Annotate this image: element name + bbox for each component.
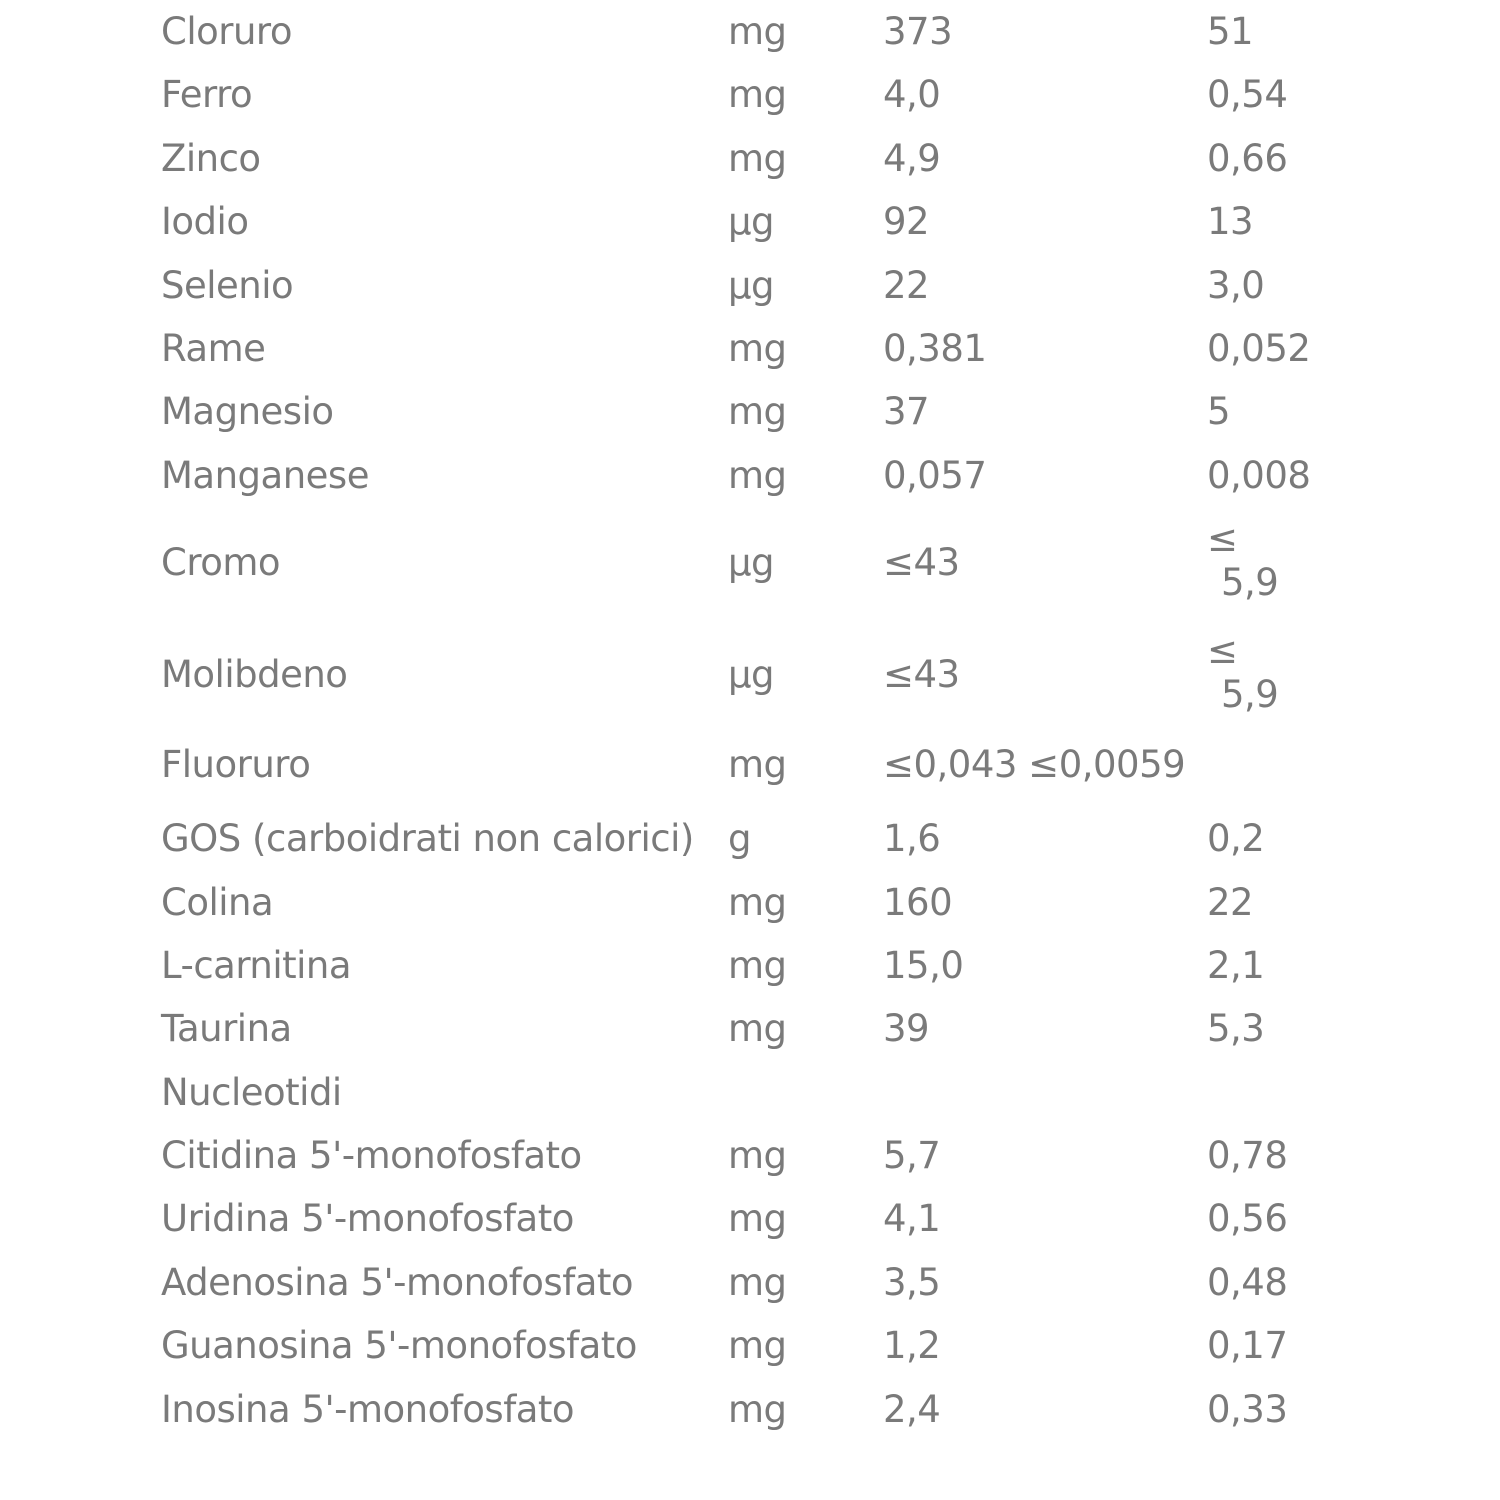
nutrient-value-a: ≤0,043 ≤0,0059 — [883, 743, 1186, 787]
nutrient-value-b: 51 — [1207, 10, 1254, 53]
table-row — [150, 254, 1350, 317]
nutrient-value-a: 1,6 — [883, 817, 941, 861]
nutrient-unit: µg — [728, 200, 775, 244]
nutrient-name: Colina — [161, 880, 274, 924]
table-row — [150, 871, 1350, 934]
nutrient-value-a: 373 — [883, 10, 953, 53]
nutrient-value-b: 0,54 — [1207, 73, 1288, 117]
nutrient-value-a: 37 — [883, 390, 930, 434]
nutrient-value-a: 39 — [883, 1007, 930, 1051]
nutrient-value-b: 0,78 — [1207, 1134, 1288, 1178]
table-row — [150, 190, 1350, 253]
nutrient-unit: mg — [728, 390, 787, 434]
nutrient-value-b: 0,48 — [1207, 1260, 1288, 1304]
table-row — [150, 997, 1350, 1060]
nutrient-name: Ferro — [161, 73, 253, 117]
nutrient-value-b: 0,008 — [1207, 453, 1311, 497]
table-row — [150, 807, 1350, 870]
nutrient-value-b: 5 — [1207, 390, 1231, 434]
nutrient-value-a: 1,2 — [883, 1324, 941, 1368]
nutrient-unit: g — [728, 817, 751, 861]
nutrient-name: Citidina 5'-monofosfato — [161, 1134, 582, 1178]
nutrient-unit: µg — [728, 541, 775, 585]
nutrient-name: GOS (carboidrati non calorici) — [161, 817, 694, 861]
table-row — [150, 1378, 1350, 1441]
nutrient-name: Magnesio — [161, 390, 334, 434]
table-row — [150, 934, 1350, 997]
nutrient-value-a: 0,057 — [883, 453, 987, 497]
nutrient-unit: µg — [728, 653, 775, 697]
nutrient-name: Fluoruro — [161, 743, 311, 787]
nutrient-name: L-carnitina — [161, 943, 352, 987]
nutrient-value-a: 92 — [883, 200, 930, 244]
nutrient-name: Inosina 5'-monofosfato — [161, 1387, 575, 1431]
nutrient-name: Rame — [161, 326, 266, 370]
value-b-symbol: ≤ — [1207, 517, 1238, 561]
nutrient-value-a: 22 — [883, 263, 930, 307]
nutrient-value-a: 0,381 — [883, 326, 987, 370]
table-row — [150, 317, 1350, 380]
nutrient-value-a: 5,7 — [883, 1134, 941, 1178]
value-b-symbol: ≤ — [1207, 629, 1238, 673]
nutrient-value-a: 4,0 — [883, 73, 941, 117]
table-row — [150, 0, 1350, 63]
table-row — [150, 731, 1350, 807]
nutrition-table — [150, 0, 1350, 1441]
nutrient-name: Iodio — [161, 200, 249, 244]
nutrient-value-b: 0,33 — [1207, 1387, 1288, 1431]
table-row — [150, 63, 1350, 126]
nutrient-unit: mg — [728, 943, 787, 987]
nutrient-unit: mg — [728, 1324, 787, 1368]
nutrient-name: Uridina 5'-monofosfato — [161, 1197, 574, 1241]
table-row — [150, 619, 1350, 731]
nutrient-value-a: 15,0 — [883, 943, 964, 987]
nutrient-unit: mg — [728, 136, 787, 180]
table-row — [150, 507, 1350, 619]
nutrient-unit: mg — [728, 1260, 787, 1304]
nutrient-value-b — [1207, 629, 1278, 717]
nutrient-unit: mg — [728, 1007, 787, 1051]
nutrient-unit: mg — [728, 10, 787, 53]
nutrient-name: Taurina — [161, 1007, 292, 1051]
table-row — [150, 1314, 1350, 1377]
nutrient-value-b: 0,17 — [1207, 1324, 1288, 1368]
nutrient-unit: mg — [728, 880, 787, 924]
value-b-number: 5,9 — [1221, 561, 1279, 605]
table-row — [150, 380, 1350, 443]
nutrient-value-b: 0,2 — [1207, 817, 1265, 861]
nutrient-value-b: 0,66 — [1207, 136, 1288, 180]
nutrient-name: Guanosina 5'-monofosfato — [161, 1324, 637, 1368]
nutrient-value-a: ≤43 — [883, 653, 960, 697]
nutrient-value-a: 4,9 — [883, 136, 941, 180]
nutrient-name: Adenosina 5'-monofosfato — [161, 1260, 634, 1304]
table-row — [150, 1061, 1350, 1124]
nutrient-unit: mg — [728, 1134, 787, 1178]
nutrient-value-b — [1207, 517, 1278, 605]
table-row — [150, 1251, 1350, 1314]
nutrient-value-b: 3,0 — [1207, 263, 1265, 307]
nutrient-value-a: 160 — [883, 880, 953, 924]
nutrient-unit: mg — [728, 1197, 787, 1241]
table-row — [150, 127, 1350, 190]
section-heading: Nucleotidi — [161, 1070, 342, 1114]
nutrient-value-a: 3,5 — [883, 1260, 941, 1304]
nutrient-name: Selenio — [161, 263, 294, 307]
nutrient-name: Molibdeno — [161, 653, 348, 697]
nutrient-value-b: 0,56 — [1207, 1197, 1288, 1241]
nutrient-value-a: 4,1 — [883, 1197, 941, 1241]
nutrient-unit: µg — [728, 263, 775, 307]
nutrient-name: Cloruro — [161, 10, 292, 53]
nutrient-unit: mg — [728, 73, 787, 117]
nutrient-name: Manganese — [161, 453, 369, 497]
nutrient-name: Zinco — [161, 136, 261, 180]
nutrient-value-b: 0,052 — [1207, 326, 1311, 370]
nutrient-unit: mg — [728, 453, 787, 497]
table-row — [150, 444, 1350, 507]
value-b-number: 5,9 — [1221, 673, 1279, 717]
nutrient-unit: mg — [728, 326, 787, 370]
table-row — [150, 1124, 1350, 1187]
nutrient-value-a: ≤43 — [883, 541, 960, 585]
nutrient-value-b: 22 — [1207, 880, 1254, 924]
table-row — [150, 1187, 1350, 1250]
nutrient-value-a: 2,4 — [883, 1387, 941, 1431]
nutrient-name: Cromo — [161, 541, 281, 585]
nutrient-value-b: 13 — [1207, 200, 1254, 244]
nutrient-value-b: 5,3 — [1207, 1007, 1265, 1051]
nutrient-unit: mg — [728, 1387, 787, 1431]
nutrient-unit: mg — [728, 743, 787, 787]
nutrient-value-b: 2,1 — [1207, 943, 1265, 987]
